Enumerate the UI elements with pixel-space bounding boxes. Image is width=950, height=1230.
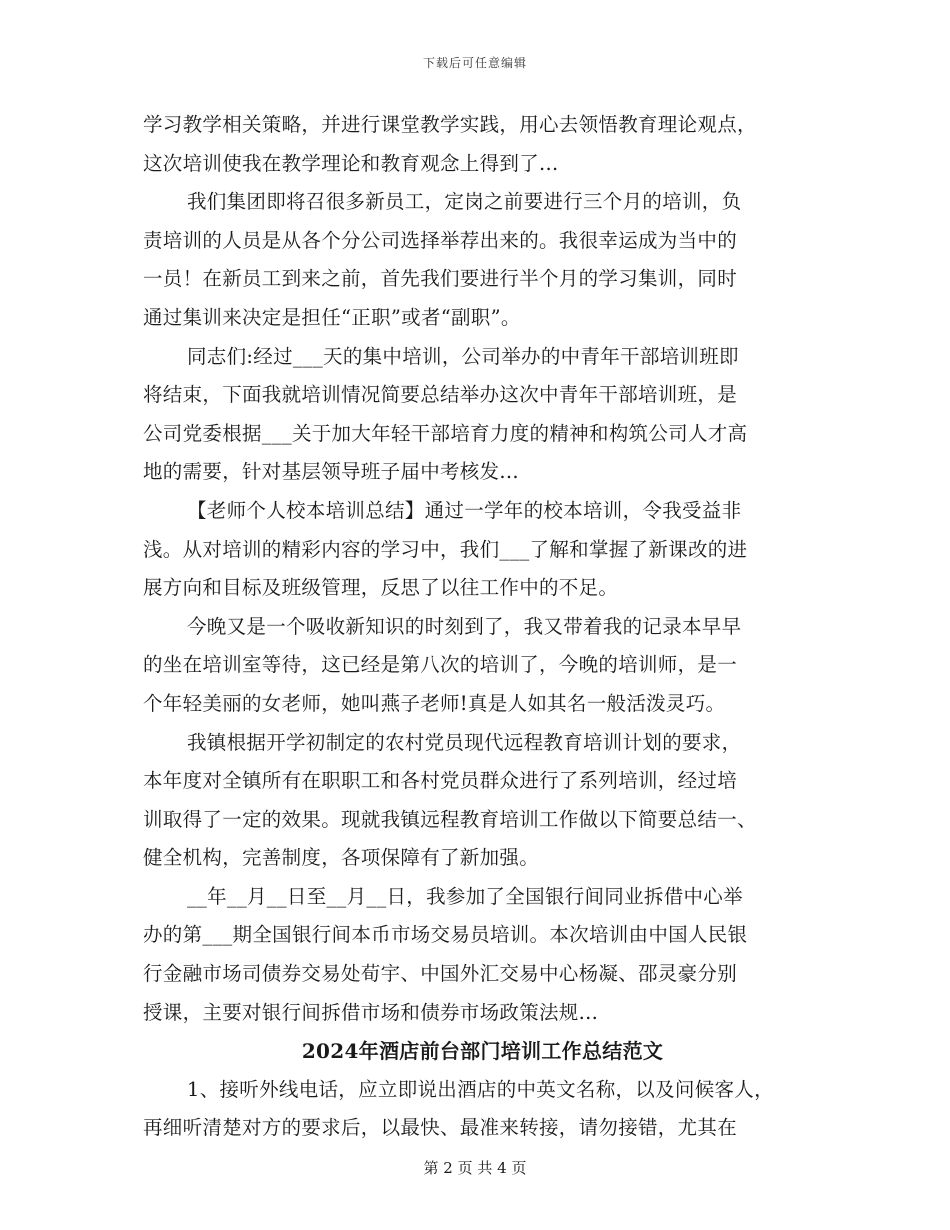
text-line: 个年轻美丽的女老师，她叫燕子老师!真是人如其名一般活泼灵巧。 <box>143 691 726 715</box>
text-line: 再细听清楚对方的要求后，以最快、最准来转接，请勿接错，尤其在 <box>143 1116 738 1140</box>
text-line: 一员！在新员工到来之前，首先我们要进行半个月的学习集训，同时 <box>143 267 738 291</box>
text-line: 这次培训使我在教学理论和教育观念上得到了... <box>143 151 559 175</box>
page-number-footer: 第 2 页 共 4 页 <box>423 1159 527 1177</box>
page-header-note: 下载后可任意编辑 <box>422 56 527 70</box>
paragraph-start-line: 今晚又是一个吸收新知识的时刻到了，我又带着我的记录本早早 <box>187 614 742 638</box>
paragraph-start-line: 我镇根据开学初制定的农村党员现代远程教育培训计划的要求， <box>187 730 742 754</box>
text-line: 授课，主要对银行间拆借市场和债券市场政策法规... <box>143 1000 599 1024</box>
text-line: 办的第___期全国银行间本币市场交易员培训。本次培训由中国人民银 <box>143 923 748 947</box>
paragraph-start-line: 【老师个人校本培训总结】通过一学年的校本培训，令我受益非 <box>187 498 742 522</box>
text-line: 训取得了一定的效果。现就我镇远程教育培训工作做以下简要总结一、 <box>143 807 757 831</box>
section-heading: 2024年酒店前台部门培训工作总结范文 <box>301 1039 664 1064</box>
text-line: 健全机构，完善制度，各项保障有了新加强。 <box>143 846 540 870</box>
text-line: 学习教学相关策略，并进行课堂教学实践，用心去领悟教育理论观点， <box>143 113 757 136</box>
text-line: 本年度对全镇所有在职职工和各村党员群众进行了系列培训，经过培 <box>143 769 738 793</box>
text-line: 将结束，下面我就培训情况简要总结举办这次中青年干部培训班，是 <box>143 383 738 407</box>
text-line: 公司党委根据___关于加大年轻干部培育力度的精神和构筑公司人才高 <box>143 421 748 445</box>
text-line: 地的需要，针对基层领导班子届中考核发... <box>143 460 519 484</box>
paragraph-start-line: __年__月__日至__月__日，我参加了全国银行间同业拆借中心举 <box>187 884 743 908</box>
text-line: 展方向和目标及班级管理，反思了以往工作中的不足。 <box>143 576 619 600</box>
paragraph-start-line: 同志们:经过___天的集中培训，公司举办的中青年干部培训班即 <box>187 344 739 368</box>
text-line: 责培训的人员是从各个分公司选择举荐出来的。我很幸运成为当中的 <box>143 228 738 252</box>
paragraph-start-line: 1、接听外线电话，应立即说出酒店的中英文名称，以及问候客人， <box>187 1077 774 1101</box>
text-line: 浅。从对培训的精彩内容的学习中，我们___了解和掌握了新课改的进 <box>143 537 748 561</box>
paragraph-start-line: 我们集团即将召很多新员工，定岗之前要进行三个月的培训，负 <box>187 190 742 214</box>
text-line: 行金融市场司债券交易处荀宇、中国外汇交易中心杨凝、邵灵豪分别 <box>143 962 738 986</box>
text-line: 的坐在培训室等待，这已经是第八次的培训了，今晚的培训师，是一 <box>143 653 738 677</box>
document-body <box>143 106 808 1148</box>
text-line: 通过集训来决定是担任“正职”或者“副职”。 <box>143 305 521 329</box>
